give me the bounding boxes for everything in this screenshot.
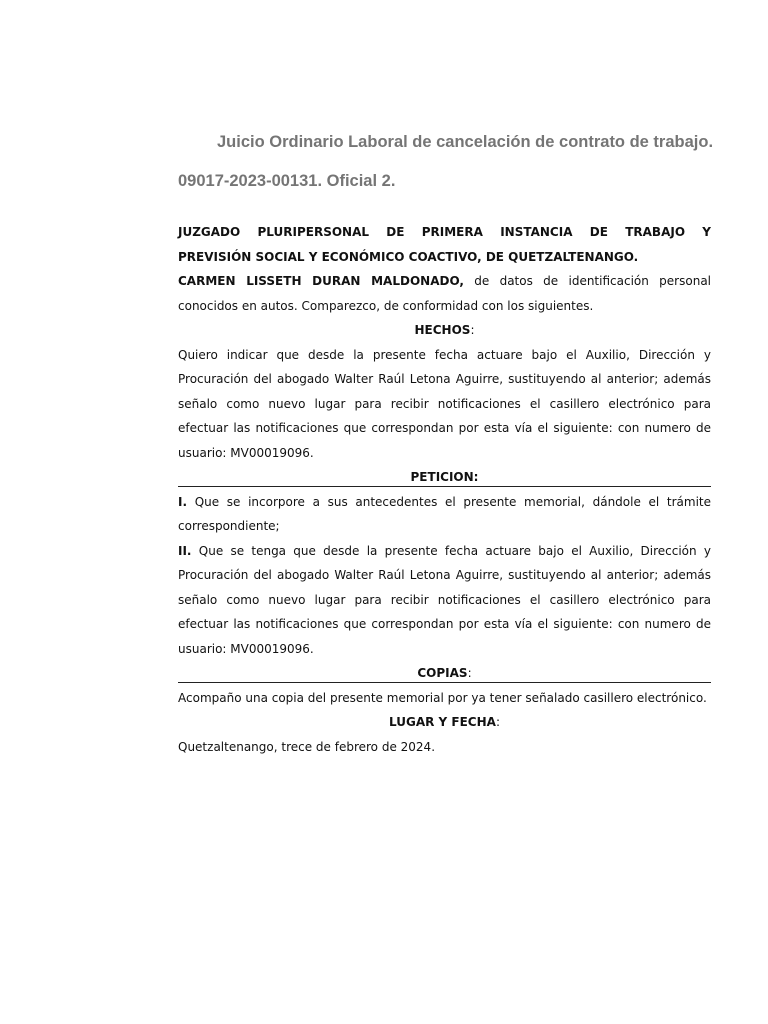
hechos-heading-colon: : bbox=[470, 323, 475, 337]
copias-paragraph: Acompaño una copia del presente memorial por ya tener señalado casillero electrónico. bbox=[178, 690, 707, 705]
court-name-line-2: PREVISIÓN SOCIAL Y ECONÓMICO COACTIVO, DE QUETZALTENANGO. bbox=[178, 249, 639, 264]
peticion-item-1-text: Que se incorpore a sus antecedentes el presente memorial, dándole el trámite correspondiente; bbox=[178, 494, 711, 533]
appearance-paragraph bbox=[178, 269, 711, 318]
peticion-heading-label: PETICION: bbox=[410, 470, 479, 484]
peticion-item-2 bbox=[178, 539, 711, 662]
case-title: Juicio Ordinario Laboral de cancelación de contrato de trabajo. bbox=[217, 133, 714, 151]
case-number: 09017-2023-00131. Oficial 2. bbox=[178, 172, 396, 190]
appellant-name: CARMEN LISSETH DURAN MALDONADO, bbox=[178, 274, 464, 288]
peticion-item-2-numeral: II. bbox=[178, 543, 192, 558]
lugar-fecha-heading bbox=[178, 710, 711, 735]
peticion-item-2-text: Que se tenga que desde la presente fecha actuare bajo el Auxilio, Dirección y Procuración del abogado Walter Raúl Letona Aguirre, sustituyendo al anterior; además señalo como nuevo lugar para recibir notificaciones el casillero electrónico para efectuar las notificaciones que correspondan por esta vía el siguiente: con numero de usuario: MV00019096. bbox=[178, 543, 711, 656]
copias-heading-label: COPIAS bbox=[417, 666, 468, 680]
peticion-item-1 bbox=[178, 490, 711, 539]
document-page bbox=[178, 128, 714, 759]
lugar-fecha-paragraph: Quetzaltenango, trece de febrero de 2024. bbox=[178, 739, 436, 754]
copias-heading-colon: : bbox=[467, 666, 472, 680]
lugar-fecha-heading-colon: : bbox=[495, 715, 500, 729]
court-name-line-1: JUZGADO PLURIPERSONAL DE PRIMERA INSTANCIA DE TRABAJO Y bbox=[178, 225, 711, 239]
lugar-fecha-heading-label: LUGAR Y FECHA bbox=[389, 715, 496, 729]
hechos-heading-label: HECHOS bbox=[414, 323, 471, 337]
hechos-heading bbox=[178, 318, 711, 343]
hechos-paragraph: Quiero indicar que desde la presente fecha actuare bajo el Auxilio, Dirección y Procuración del abogado Walter Raúl Letona Aguirre, sustituyendo al anterior; además señalo como nuevo lugar para recibir notificaciones el casillero electrónico para efectuar las notificaciones que correspondan por esta vía el siguiente: con numero de usuario: MV00019096. bbox=[178, 347, 711, 460]
court-name bbox=[178, 220, 711, 269]
peticion-item-1-numeral: I. bbox=[178, 494, 188, 509]
appearance-text: de datos de identificación personal conocidos en autos. Comparezco, de conformidad con los siguientes. bbox=[178, 274, 712, 313]
